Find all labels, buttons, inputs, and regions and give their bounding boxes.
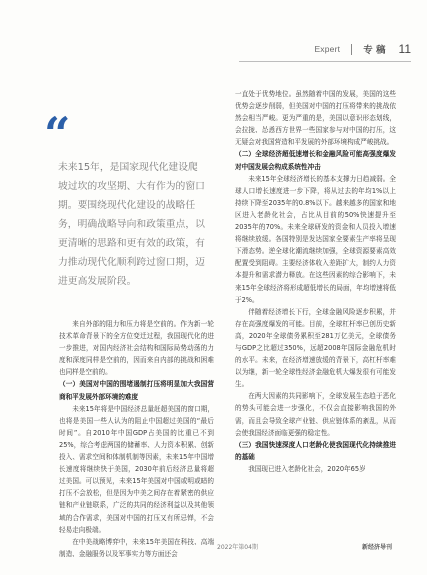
quote-mark-icon: “ [44, 107, 71, 161]
body-paragraph: 伴随着经济增长下行，全球金融风险逐步积累，并存在高强度爆发的可能。目前，全球杠杆率已创历史新高，2020年全球债务累积至281万亿美元，全球债务与GDP之比超过350%，远超2008年国际金融危机时的水平。未来，在经济增速放缓的背景下，高杠杆率难以为继，新一轮全球性经济金融危机大爆发很有可能发生。 [235, 307, 396, 389]
body-paragraph: 我国现已进入老龄化社会，2020年65岁 [248, 464, 366, 473]
header-divider [351, 44, 352, 55]
body-paragraph: 来自外部的阻力和压力将是空前的。作为新一轮技术革命背景下的全方位变迁过程，我国现代化的进一步推进，对国内经济社会结构和国际局势动荡的力度和深度同样是空前的，因而来自内部的挑战和困难也同样是空前的。 [59, 320, 214, 377]
section-subheading: （三）我国快速深度人口老龄化使我国现代化持续推进的基础 [235, 440, 396, 461]
body-paragraph: 未来15年将是中国经济总量赶超美国的窗口期，也将是美国一些人认为的阻止中国超过美国的“最后时间”。自2010年中国GDP占美国的比重已不到25%，综合考虑两国的储蓄率、人力资本积累、创新投入、需求空间和体制机制等因素，未来15年中国增长速度将继续快于美国，2030年前后经济总量将超过美国。可以预见，未来15年美国对中国或明或暗的打压不会放松，但是因为中美之间存在着紧密的供应链和产业链联系，广泛的共同的经济利益以及其他领域的合作需求，美国对中国的打压又有所忌惮，不会轻易走向极端。 [59, 404, 214, 534]
issue-label: 2022年第04期 [217, 544, 258, 551]
pull-quote: 未来15年，是国家现代化建设爬坡过坎的攻坚期、大有作为的窗口期。要围绕现代化建设的战略任务，明确战略导向和政策重点，以更清晰的思路和更有效的政策，有力推动现代化顺利跨过窗口期，迈进更高发展阶段。 [58, 162, 205, 287]
section-subheading: （一）美国对中国的围堵遏制打压将明显加大我国营商和平发展外部环境的难度 [59, 380, 214, 401]
header-rule [239, 61, 411, 62]
section-subheading: （二）全球经济超低速增长和金融风险可能高强度爆发对中国发展会构成系统性冲击 [235, 150, 396, 171]
page-footer [0, 542, 427, 554]
body-paragraph: 在两大因素的共同影响下，全球发展生态趋于恶化的势头可能会进一步强化，不仅会直接影响我国的外需，而且会导致全球产业链、供应链体系的紊乱，从而会使我国经济面临更强的稳定性。 [235, 392, 396, 437]
magazine-brand: 新经济导刊 [361, 544, 392, 551]
body-paragraph: 一直处于优势地位。虽然随着中国的发展，美国的这些优势会逐步削弱，但美国对中国的打压将带来的挑战依然会相当严峻。更为严重的是，美国以意识形态划线，会拉拢、怂恿西方世界一些国家参与对中国的打压，这无疑会对我国营造和平发展的外部环境构成严峻挑战。 [235, 90, 396, 147]
right-column [235, 88, 396, 475]
page-header [314, 41, 411, 57]
body-paragraph: 在中美战略博弈中，未来15年美国在科技、高端制造、金融服务以及军事实力等方面还会 [59, 537, 214, 558]
body-paragraph: 未来15年全球经济增长的基本支撑力日趋减弱。全球人口增长速度进一步下降，将从过去的年均1%以上持续下降至2035年的0.8%以下。越来越多的国家和地区进入老龄化社会，占比从目前的50%快速提升至2035年的70%。未来全球研发的资金和人员投入增速将继续放缓。各国特别是发达国家全要素生产率将呈现下滑态势。逆全球化潮流继续加强，全球资源要素高效配置受到阻碍。主要经济体收入差距扩大，制约人力资本提升和需求潜力释放。在这些因素的综合影响下，未来15年全球经济将形成超低增长的局面，年均增速将低于2%。 [235, 174, 396, 304]
left-column [59, 318, 214, 560]
section-label-en: Expert [314, 44, 341, 54]
page-number: 11 [398, 42, 411, 56]
section-label-cn: 专 稿 [363, 45, 386, 56]
